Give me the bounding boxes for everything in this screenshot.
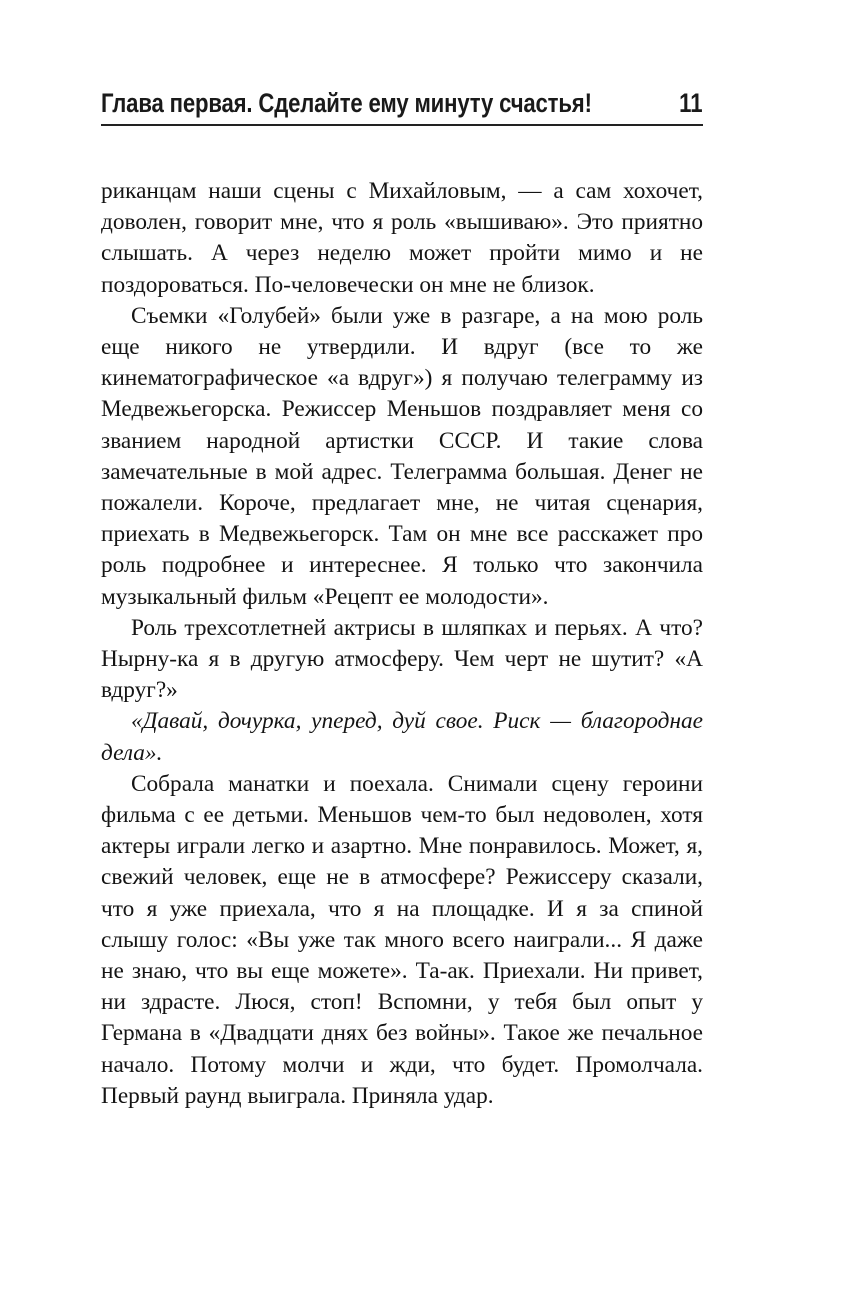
paragraph: Съемки «Голубей» были уже в разгаре, а на мою роль еще никого не утвердили. И вдруг (все то же кинематографическое «а вдруг») я получаю телеграмму из Медвежьегорска. Режиссер Меньшов поздравляет меня со званием народной артистки СССР. И такие слова замечательные в мой адрес. Телеграмма большая. Денег не пожалели. Короче, предлагает мне, не читая сценария, приехать в Медвежьегорск. Там он мне все расскажет про роль подробнее и интереснее. Я только что закончила музыкальный фильм «Рецепт ее молодости». — [101, 302, 703, 610]
chapter-title: Глава первая. Сделайте ему минуту счастья! — [101, 88, 592, 118]
paragraph: Роль трехсотлетней актрисы в шляпках и перьях. А что? Нырну-ка я в другую атмосферу. Чем черт не шутит? «А вдруг?» — [101, 614, 703, 704]
running-header — [101, 78, 703, 126]
book-page — [101, 0, 703, 1311]
page-number: 11 — [679, 88, 703, 118]
paragraph: Собрала манатки и поехала. Снимали сцену героини фильма с ее детьми. Меньшов чем-то был недоволен, хотя актеры играли легко и азартно. Мне понравилось. Может, я, свежий человек, еще не в атмосфере? Режиссеру сказали, что я уже приехала, что я на площадке. И я за спиной слышу голос: «Вы уже так много всего наиграли... Я даже не знаю, что вы еще можете». Та-ак. Приехали. Ни привет, ни здрасте. Люся, стоп! Вспомни, у тебя был опыт у Германа в «Двадцати днях без войны». Такое же печальное начало. Потому молчи и жди, что будет. Промолчала. Первый раунд выиграла. Приняла удар. — [101, 770, 703, 1109]
quote-paragraph: «Давай, дочурка, уперед, дуй свое. Риск — благороднае дела». — [101, 708, 703, 766]
paragraph: риканцам наши сцены с Михайловым, — а сам хохочет, доволен, говорит мне, что я роль «вышиваю». Это приятно слышать. А через неделю может пройти мимо и не поздороваться. По-человечески он мне не близок. — [101, 178, 703, 298]
body-text — [101, 176, 703, 1112]
